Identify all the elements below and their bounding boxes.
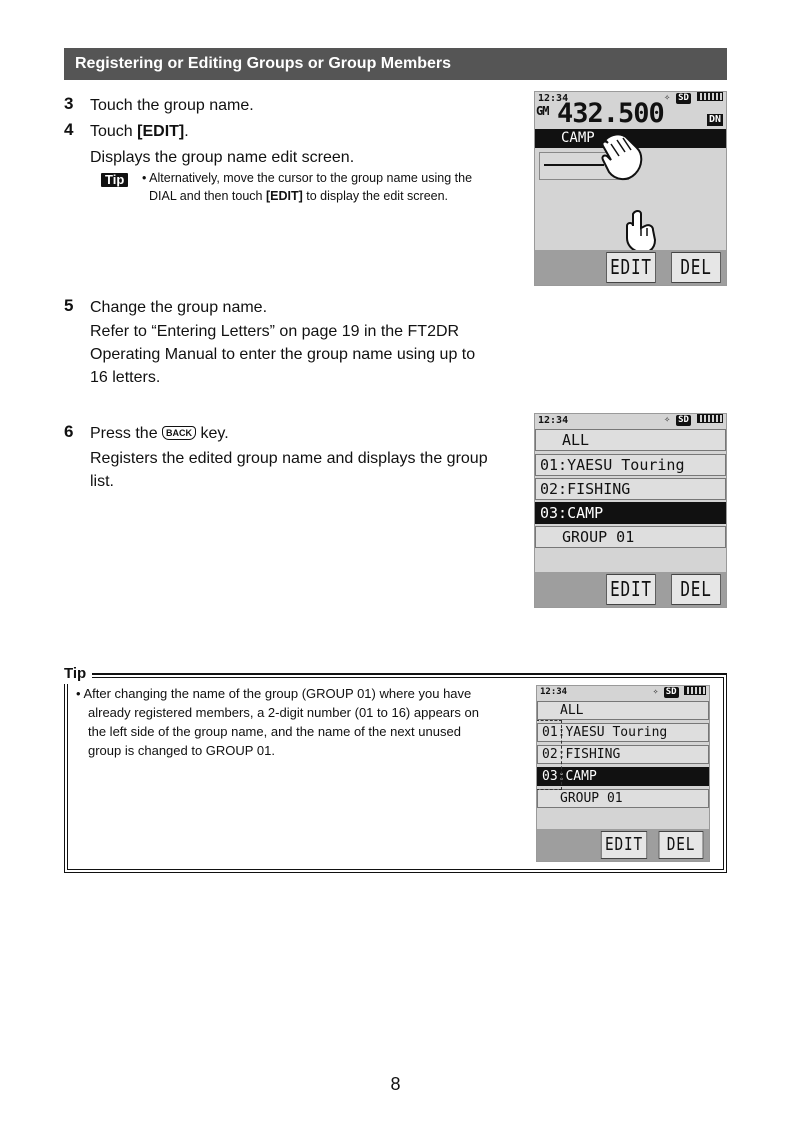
edit-button[interactable]: EDIT [601,831,647,859]
section-title: Registering or Editing Groups or Group Members [64,48,727,80]
group-row-1[interactable]: 01:YAESU Touring [535,454,726,476]
group-row-3-selected[interactable]: 03:CAMP [535,502,726,524]
screen3-button-bar [537,829,709,861]
step-5-detail-1: Refer to “Entering Letters” on page 19 in the FT2DR [90,323,460,340]
tip-line2-after: to display the edit screen. [302,189,449,203]
step-4-tip-line-2 [149,187,448,205]
tip-line-1: • After changing the name of the group (GROUP 01) where you have [76,686,472,701]
screen2-button-bar [535,572,726,607]
step-5-number: 5 [64,296,74,315]
group-row-new[interactable]: GROUP 01 [537,789,709,808]
frequency-display: 432.500 [557,98,664,129]
sd-card-icon: SD [678,415,689,425]
number-highlight-marker [536,720,562,790]
step-3-text: Touch the group name. [90,97,254,114]
tip-line-2: already registered members, a 2-digit number (01 to 16) appears on [88,705,479,720]
tip-badge-label: Tip [101,173,128,187]
signal-icon: ✧ [652,687,659,697]
screen3-time: 12:34 [540,687,568,697]
step-4-text [90,120,189,143]
step-6-detail-2: list. [90,473,114,490]
step-6-text-after: key. [196,425,229,442]
group-row-all[interactable]: ALL [535,429,726,451]
screen-group-list-tip [536,685,710,862]
step-5-text: Change the group name. [90,299,268,316]
step-4-detail: Displays the group name edit screen. [90,149,355,166]
step-6-text [90,422,229,445]
battery-icon [684,686,706,695]
battery-icon [697,414,723,423]
group-row-1[interactable]: 01:YAESU Touring [537,723,709,742]
screen1-status-icons [664,92,723,104]
step-6-text-before: Press the [90,425,163,442]
screen1-button-bar [535,250,726,285]
sd-card-icon: SD [665,687,677,697]
tip-line-4: group is changed to GROUP 01. [88,743,275,758]
group-name-row[interactable]: CAMP [535,129,727,148]
tip-line-3: the left side of the group name, and the name of the next unused [88,724,461,739]
back-key-icon: BACK [162,426,196,440]
step-4-text-before: Touch [90,123,138,140]
screen-group-list [534,413,727,608]
battery-icon [697,92,723,101]
del-button[interactable]: DEL [671,574,721,605]
step-4-number: 4 [64,120,74,139]
step-4-tip-badge [101,171,128,189]
screen-group-edit [534,91,727,286]
del-button[interactable]: DEL [671,252,721,283]
step-4-tip-line-1: • Alternatively, move the cursor to the group name using the [142,171,473,185]
edit-button[interactable]: EDIT [606,252,656,283]
step-4-text-after: . [184,123,189,140]
del-button[interactable]: DEL [659,831,704,859]
dn-mode-badge: DN [708,114,721,125]
tip-line2-bold: [EDIT] [265,189,303,203]
edit-button[interactable]: EDIT [606,574,656,605]
group-row-2[interactable]: 02:FISHING [535,478,726,500]
step-6-number: 6 [64,422,74,441]
step-3-number: 3 [64,94,74,113]
tip-line2-before: DIAL and then touch [149,189,266,203]
group-row-new[interactable]: GROUP 01 [535,526,726,548]
signal-icon: ✧ [664,92,671,103]
touch-hand-icon [597,130,647,186]
group-row-all[interactable]: ALL [537,701,709,720]
page-number: 8 [390,1074,401,1094]
sd-card-icon: SD [678,93,689,103]
signal-icon: ✧ [664,414,671,425]
step-4-edit-bold: [EDIT] [137,123,185,140]
tip-label: Tip [64,664,92,684]
screen2-status-icons [664,414,723,426]
gm-indicator: GM [536,104,549,118]
screen3-status-icons [653,686,706,698]
group-row-3-selected[interactable]: 03:CAMP [537,767,709,786]
step-6-detail-1: Registers the edited group name and displays the group [90,450,488,467]
group-row-2[interactable]: 02:FISHING [537,745,709,764]
step-5-detail-2: Operating Manual to enter the group name using up to [90,346,476,363]
step-5-detail-3: 16 letters. [90,369,161,386]
screen1-time: 12:34 [538,93,569,104]
screen2-time: 12:34 [538,415,569,426]
